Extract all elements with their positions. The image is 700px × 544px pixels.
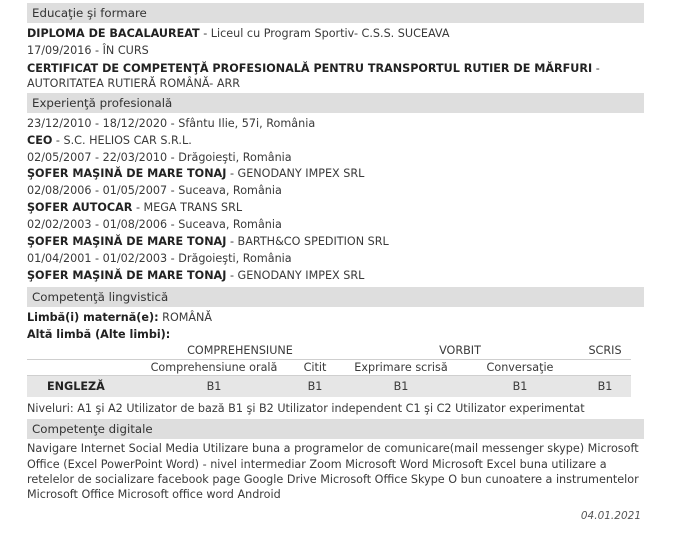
experience-role	[27, 268, 644, 285]
experience-date: 02/02/2003 - 01/08/2006 - Suceava, România	[27, 218, 282, 232]
experience-date: 23/12/2010 - 18/12/2020 - Sfântu Ilie, 57i, România	[27, 116, 316, 130]
header-speaking: VORBIT	[341, 343, 579, 359]
experience-role	[27, 234, 644, 251]
role-title: ŞOFER MAŞINĂ DE MARE TONAJ	[27, 167, 227, 181]
experience-role	[27, 133, 644, 150]
role-employer: - BARTH&CO SPEDITION SRL	[226, 235, 389, 249]
role-title: ŞOFER AUTOCAR	[27, 201, 133, 215]
entry-title: CERTIFICAT DE COMPETENŢĂ PROFESIONALĂ PENTRU TRANSPORTUL RUTIER DE MĂRFURI	[27, 61, 593, 75]
native-language-label: Limbă(i) maternă(e):	[27, 310, 159, 324]
education-date: 17/09/2016 - ÎN CURS	[27, 43, 149, 57]
experience-date: 02/08/2006 - 01/05/2007 - Suceava, România	[27, 184, 282, 198]
entry-title: DIPLOMA DE BACALAUREAT	[27, 27, 200, 40]
section-header-experience: Experienţă profesională	[27, 93, 644, 113]
digital-skills-text: Navigare Internet Social Media Utilizare buna a programelor de comunicare(mail messenger skype) Microsoft Office (Excel PowerPoint Word) - nivel intermediar Zoom Microsoft Word Microsoft Excel buna utilizare a retelelor de socializare facebook page Google Drive Microsoft Office Skype O bun cunoatere a instrumentelor Microsoft Office Microsoft office word Android	[27, 442, 639, 502]
language-name: ENGLEZĂ	[27, 376, 139, 398]
subheader-spoken-production: Exprimare scrisă	[341, 359, 461, 376]
header-comprehension: COMPREHENSIUNE	[139, 343, 341, 359]
level-reading: B1	[289, 376, 341, 398]
level-spoken-interaction: B1	[461, 376, 579, 398]
entry-org: - AUTORITATEA RUTIERĂ ROMÂNĂ- ARR	[27, 61, 600, 90]
experience-date: 01/04/2001 - 01/02/2003 - Drăgoieşti, România	[27, 251, 292, 265]
role-employer: - S.C. HELIOS CAR S.R.L.	[52, 133, 192, 147]
role-title: ŞOFER MAŞINĂ DE MARE TONAJ	[27, 268, 227, 282]
level-writing: B1	[579, 376, 631, 398]
role-title: CEO	[27, 133, 53, 147]
subheader-reading: Citit	[289, 359, 341, 376]
native-language	[27, 310, 644, 327]
experience-date: 02/05/2007 - 22/03/2010 - Drăgoieşti, România	[27, 150, 292, 164]
experience-role	[27, 166, 644, 183]
native-language-value: ROMÂNĂ	[158, 310, 213, 324]
level-spoken-production: B1	[341, 376, 461, 398]
levels-note: Niveluri: A1 şi A2 Utilizator de bază B1 şi B2 Utilizator independent C1 şi C2 Utilizator experimentat	[27, 402, 585, 416]
subheader-listening: Comprehensiune orală	[139, 359, 289, 376]
role-title: ŞOFER MAŞINĂ DE MARE TONAJ	[27, 235, 227, 249]
level-listening: B1	[139, 376, 289, 398]
subheader-writing	[579, 359, 631, 376]
education-entry	[27, 26, 644, 43]
header-writing: SCRIS	[579, 343, 631, 359]
subheader-spoken-interaction: Conversaţie	[461, 359, 579, 376]
role-employer: - GENODANY IMPEX SRL	[226, 268, 365, 282]
section-header-languages: Competenţă lingvistică	[27, 287, 644, 307]
role-employer: - GENODANY IMPEX SRL	[226, 167, 365, 181]
table-row	[27, 376, 631, 398]
education-entry	[27, 61, 644, 91]
section-header-digital: Competenţe digitale	[27, 419, 644, 439]
experience-role	[27, 200, 644, 217]
section-header-education: Educaţie şi formare	[27, 3, 644, 23]
language-table	[27, 343, 631, 397]
other-languages-label: Altă limbă (Alte limbi):	[27, 327, 171, 341]
document-date: 04.01.2021	[580, 510, 641, 522]
entry-org: - Liceul cu Program Sportiv- C.S.S. SUCEAVA	[199, 27, 450, 40]
role-employer: - MEGA TRANS SRL	[132, 201, 243, 215]
cv-page	[27, 3, 644, 503]
